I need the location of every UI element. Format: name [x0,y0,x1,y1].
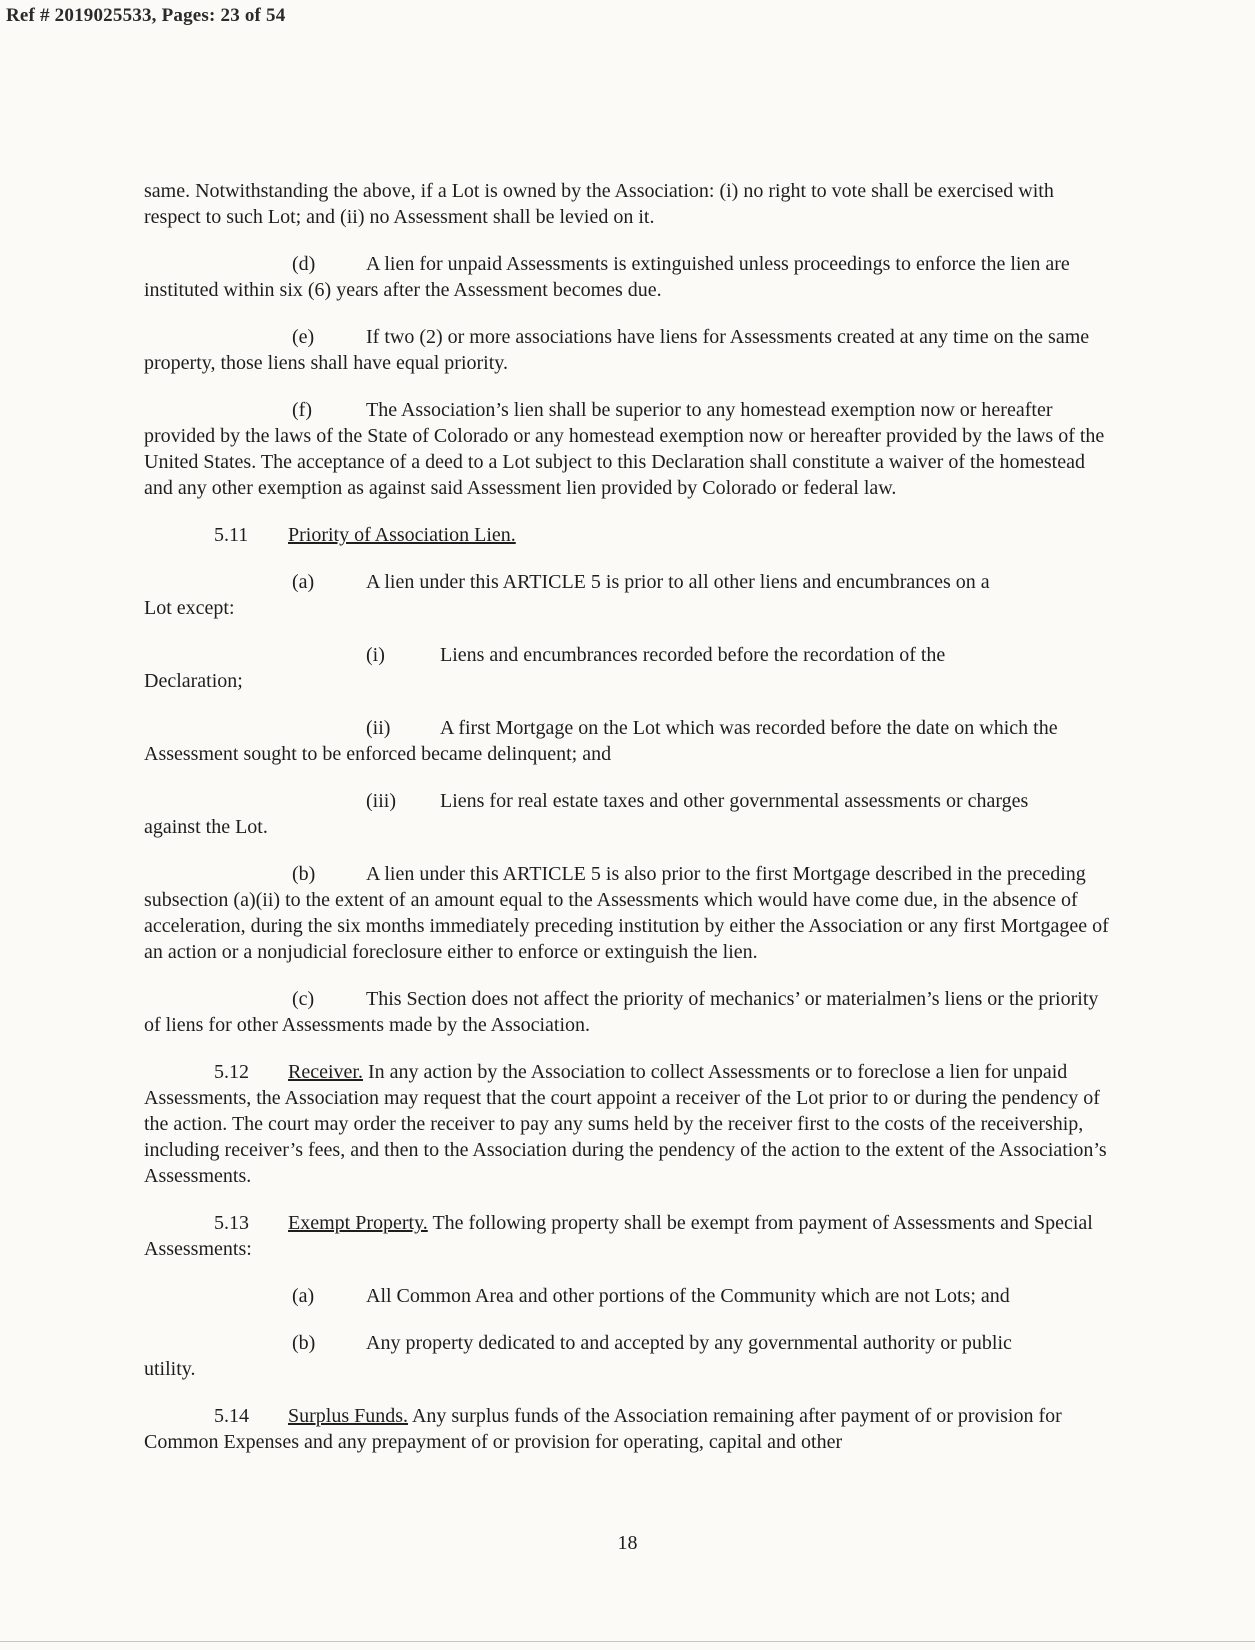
clause-text-f: The Association’s lien shall be superior to any homestead exemption now or hereafter provided by the laws of the State of Colorado or any homestead exemption now or hereafter provided by the laws of the United States. The acceptance of a deed to a Lot subject to this Declaration shall constitute a waiver of the homestead and any other exemption as against said Assessment lien provided by Colorado or federal law. [144,399,1105,499]
clause-text-i-line2: Declaration; [144,670,243,692]
clause-text-b-line2: utility. [144,1358,196,1380]
paragraph-5-11-i [144,642,1110,694]
bottom-scan-rule [0,1641,1255,1642]
paragraph-5-11-b [144,861,1110,965]
clause-text-b-line1: Any property dedicated to and accepted by any governmental authority or public [366,1332,1012,1354]
clause-text-e: If two (2) or more associations have liens for Assessments created at any time on the same property, those liens shall have equal priority. [144,326,1090,374]
clause-text-iii-line2: against the Lot. [144,816,268,838]
clause-text-c: This Section does not affect the priority of mechanics’ or materialmen’s liens or the priority of liens for other Assessments made by the Association. [144,988,1099,1036]
paragraph-5-11-iii [144,788,1110,840]
section-5-13 [144,1210,1110,1262]
document-page [144,178,1110,1476]
paragraph-same: same. Notwithstanding the above, if a Lot is owned by the Association: (i) no right to vote shall be exercised with respect to such Lot; and (ii) no Assessment shall be levied on it. [144,180,1054,228]
section-title: Priority of Association Lien. [288,524,516,546]
section-text: The following property shall be exempt from payment of Assessments and Special Assessments: [144,1212,1093,1260]
clause-label-a: (a) [292,571,315,593]
clause-text-a-line2: Lot except: [144,597,235,619]
clause-text-a: All Common Area and other portions of the Community which are not Lots; and [366,1285,1010,1307]
paragraph-5-11-ii [144,715,1110,767]
clause-label-b: (b) [292,1332,316,1354]
clause-label-d: (d) [292,253,316,275]
paragraph-5-13-b [144,1330,1110,1382]
section-number: 5.13 [214,1212,249,1234]
clause-label-f: (f) [292,399,312,421]
paragraph-d [144,251,1110,303]
clause-label-c: (c) [292,988,315,1010]
clause-text-iii-line1: Liens for real estate taxes and other governmental assessments or charges [440,790,1029,812]
section-title: Exempt Property. [288,1212,428,1234]
section-title: Receiver. [288,1061,363,1083]
clause-text-i-line1: Liens and encumbrances recorded before the recordation of the [440,644,946,666]
section-text: Any surplus funds of the Association remaining after payment of or provision for Common Expenses and any prepayment of or provision for operating, capital and other [144,1405,1062,1453]
clause-label-iii: (iii) [366,790,396,812]
section-title: Surplus Funds. [288,1405,409,1427]
section-5-11-heading [144,522,1110,548]
clause-label-a: (a) [292,1285,315,1307]
clause-label-e: (e) [292,326,315,348]
clause-text-b: A lien under this ARTICLE 5 is also prior to the first Mortgage described in the preceding subsection (a)(ii) to the extent of an amount equal to the Assessments which would have come due, in the absence of acceleration, during the six months immediately preceding institution by either the Association or any first Mortgagee of an action or a nonjudicial foreclosure either to enforce or extinguish the lien. [144,863,1109,963]
section-number: 5.12 [214,1061,249,1083]
paragraph-f [144,397,1110,501]
paragraph-5-11-c [144,986,1110,1038]
clause-text-d: A lien for unpaid Assessments is extinguished unless proceedings to enforce the lien are instituted within six (6) years after the Assessment becomes due. [144,253,1070,301]
clause-text-ii: A first Mortgage on the Lot which was recorded before the date on which the Assessment sought to be enforced became delinquent; and [144,717,1058,765]
clause-text-a-line1: A lien under this ARTICLE 5 is prior to all other liens and encumbrances on a [366,571,990,593]
section-number: 5.11 [214,524,249,546]
clause-label-i: (i) [366,644,385,666]
page-number: 18 [617,1532,638,1554]
paragraph-5-11-a [144,569,1110,621]
clause-label-b: (b) [292,863,316,885]
document-reference-header: Ref # 2019025533, Pages: 23 of 54 [6,5,286,26]
paragraph-5-13-a [144,1283,1110,1309]
paragraph-e [144,324,1110,376]
section-5-12 [144,1059,1110,1189]
section-text: In any action by the Association to collect Assessments or to foreclose a lien for unpaid Assessments, the Association may request that the court appoint a receiver of the Lot prior to or during the pendency of the action. The court may order the receiver to pay any sums held by the receiver first to the costs of the receivership, including receiver’s fees, and then to the Association during the pendency of the action to the extent of the Association’s Assessments. [144,1061,1107,1187]
section-5-14 [144,1403,1110,1455]
section-number: 5.14 [214,1405,249,1427]
clause-label-ii: (ii) [366,717,391,739]
